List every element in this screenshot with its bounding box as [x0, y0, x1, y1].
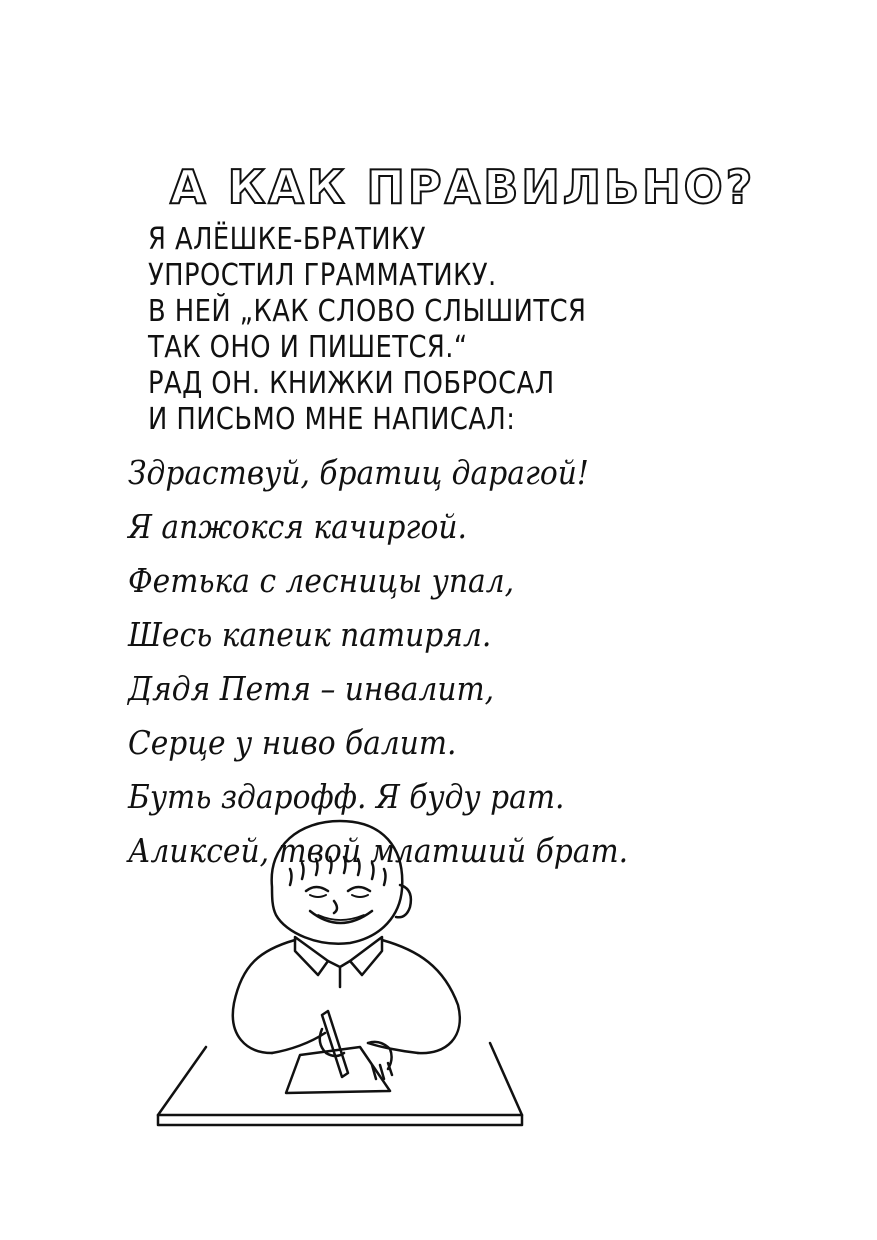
letter-line: Буть здарофф. Я буду рат. [128, 777, 565, 816]
boy-body [233, 940, 460, 1053]
boy-smile [310, 911, 372, 923]
letter-line: Серце у ниво балит. [128, 723, 457, 762]
boy-eyes [306, 887, 370, 891]
letter-line: Я апжокся качиргой. [128, 507, 467, 546]
letter-line: Шесь капеик патирял. [128, 615, 492, 654]
poem-handwritten-letter [128, 446, 768, 878]
poem-title: А КАК ПРАВИЛЬНО? [170, 160, 756, 214]
letter-line: Здраствуй, братиц дарагой! [128, 453, 589, 492]
desk [158, 1043, 522, 1115]
boy-nose [334, 901, 337, 913]
boy-writing-illustration [150, 815, 550, 1145]
poem-line: РАД ОН. КНИЖКИ ПОБРОСАЛ [148, 366, 555, 401]
poem-line: ТАК ОНО И ПИШЕТСЯ.“ [148, 330, 468, 365]
letter-line: Аликсей, твой млатший брат. [128, 831, 629, 870]
poem-print-stanza [148, 222, 768, 438]
boy-ear [396, 885, 411, 917]
poem-line: Я АЛЁШКЕ-БРАТИКУ [148, 222, 426, 257]
letter-line: Дядя Петя – инвалит, [128, 669, 495, 708]
paper [286, 1047, 390, 1093]
poem-line: УПРОСТИЛ ГРАММАТИКУ. [148, 258, 497, 293]
pen [322, 1011, 348, 1077]
boy-hair [290, 857, 386, 885]
letter-line: Фетька с лесницы упал, [128, 561, 515, 600]
poem-line: В НЕЙ „КАК СЛОВО СЛЫШИТСЯ [148, 294, 587, 329]
poem-line: И ПИСЬМО МНЕ НАПИСАЛ: [148, 402, 516, 437]
